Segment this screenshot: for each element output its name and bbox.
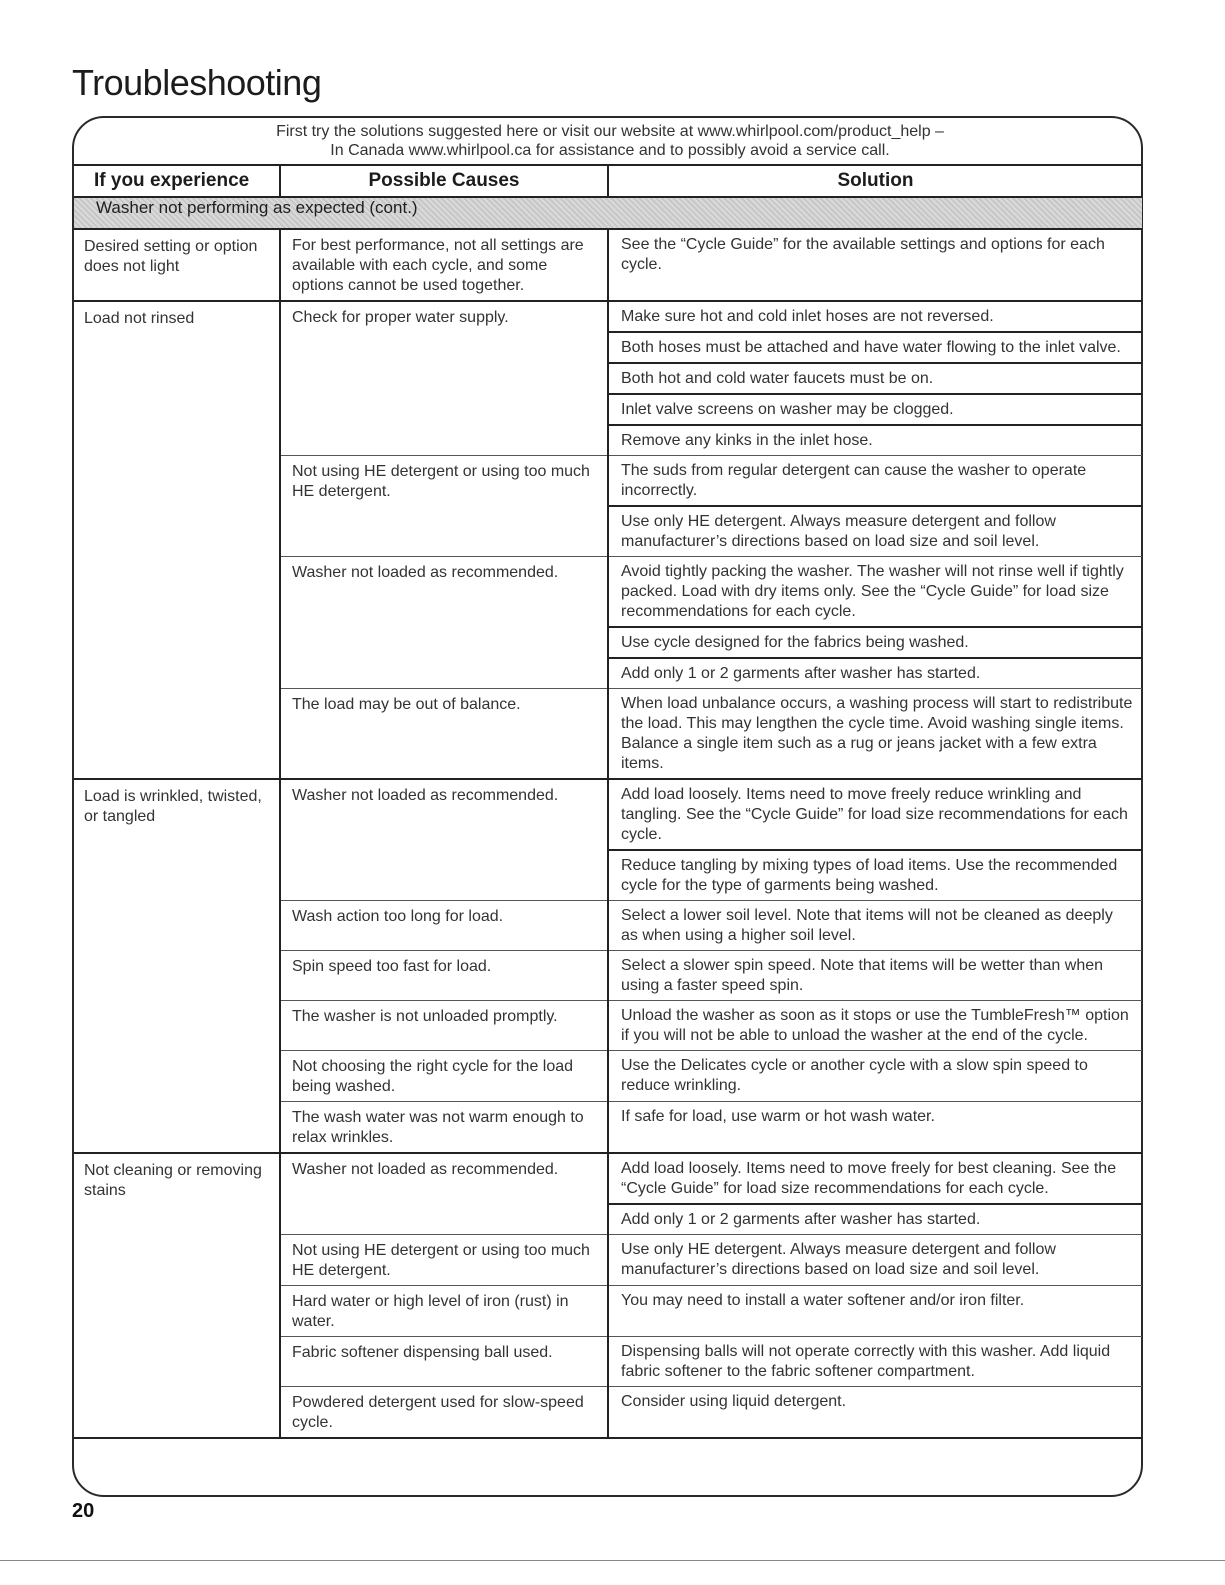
solution-item: Reduce tangling by mixing types of load items. Use the recommended cycle for the type of garments being washed. <box>621 857 1118 894</box>
solution-cell <box>608 951 1142 1001</box>
solution-item: See the “Cycle Guide” for the available settings and options for each cycle. <box>621 236 1105 273</box>
solution-cell <box>608 1387 1142 1439</box>
intro-line-1: First try the solutions suggested here or visit our website at www.whirlpool.com/product_help – <box>276 123 944 140</box>
solution-item: Dispensing balls will not operate correctly with this washer. Add liquid fabric softener to the fabric softener compartment. <box>621 1343 1111 1380</box>
page-title: Troubleshooting <box>72 62 322 103</box>
table-row <box>74 301 1142 456</box>
solution-cell <box>608 1102 1142 1154</box>
solution-cell <box>608 1153 1142 1235</box>
solution-item: Inlet valve screens on washer may be clogged. <box>609 395 1142 426</box>
cause-cell: The wash water was not warm enough to relax wrinkles. <box>280 1102 608 1154</box>
solution-item: Select a lower soil level. Note that items will not be cleaned as deeply as when using a higher soil level. <box>621 907 1113 944</box>
cause-cell: Powdered detergent used for slow-speed cycle. <box>280 1387 608 1439</box>
table-row <box>74 779 1142 901</box>
solution-item: When load unbalance occurs, a washing process will start to redistribute the load. This may lengthen the cycle time. Avoid washing single items. Balance a single item such as a rug or jeans jacket with a few extra items. <box>621 695 1133 772</box>
cause-cell: Hard water or high level of iron (rust) in water. <box>280 1286 608 1337</box>
cause-cell: Not choosing the right cycle for the load being washed. <box>280 1051 608 1102</box>
solution-item: Avoid tightly packing the washer. The washer will not rinse well if tightly packed. Load with dry items only. See the “Cycle Guide” for load size recommendations for each cycle. <box>609 557 1142 628</box>
cause-cell: Wash action too long for load. <box>280 901 608 951</box>
symptom-cell: Desired setting or option does not light <box>74 229 280 301</box>
solution-cell <box>608 779 1142 901</box>
table-body <box>74 197 1142 1438</box>
intro-line-2: In Canada www.whirlpool.ca for assistance and to possibly avoid a service call. <box>330 142 890 159</box>
cause-cell: Fabric softener dispensing ball used. <box>280 1337 608 1387</box>
solution-cell <box>608 689 1142 780</box>
solution-item: Add only 1 or 2 garments after washer has started. <box>621 665 981 682</box>
solution-item: The suds from regular detergent can cause the washer to operate incorrectly. <box>609 456 1142 507</box>
solution-item: Use cycle designed for the fabrics being washed. <box>609 628 1142 659</box>
intro-text <box>150 122 1070 160</box>
solution-item: Use only HE detergent. Always measure detergent and follow manufacturer’s directions based on load size and soil level. <box>621 1241 1056 1278</box>
solution-item: Use only HE detergent. Always measure detergent and follow manufacturer’s directions based on load size and soil level. <box>621 513 1056 550</box>
section-heading: Washer not performing as expected (cont.) <box>74 197 1142 229</box>
cause-cell: The washer is not unloaded promptly. <box>280 1001 608 1051</box>
solution-cell <box>608 901 1142 951</box>
cause-cell: The load may be out of balance. <box>280 689 608 780</box>
table-row <box>74 1153 1142 1235</box>
solution-cell <box>608 456 1142 557</box>
solution-cell <box>608 1286 1142 1337</box>
header-causes: Possible Causes <box>280 165 608 197</box>
solution-item: Unload the washer as soon as it stops or use the TumbleFresh™ option if you will not be able to unload the washer at the end of the cycle. <box>621 1007 1129 1044</box>
solution-cell <box>608 1051 1142 1102</box>
cause-cell: Not using HE detergent or using too much HE detergent. <box>280 1235 608 1286</box>
solution-item: Consider using liquid detergent. <box>621 1393 847 1410</box>
page-number: 20 <box>72 1500 95 1522</box>
header-solution: Solution <box>608 165 1142 197</box>
header-experience: If you experience <box>74 165 280 197</box>
cause-cell: Washer not loaded as recommended. <box>280 1153 608 1235</box>
solution-cell <box>608 301 1142 456</box>
solution-item: Select a slower spin speed. Note that items will be wetter than when using a faster speed spin. <box>621 957 1104 994</box>
solution-item: If safe for load, use warm or hot wash water. <box>621 1108 935 1125</box>
cause-cell: Washer not loaded as recommended. <box>280 779 608 901</box>
solution-cell <box>608 557 1142 689</box>
solution-item: You may need to install a water softener and/or iron filter. <box>621 1292 1025 1309</box>
cause-cell: Not using HE detergent or using too much HE detergent. <box>280 456 608 557</box>
troubleshooting-table <box>74 164 1142 1439</box>
cause-cell: Spin speed too fast for load. <box>280 951 608 1001</box>
solution-item: Add only 1 or 2 garments after washer has started. <box>621 1211 981 1228</box>
cause-cell: For best performance, not all settings are available with each cycle, and some options cannot be used together. <box>280 229 608 301</box>
table-row <box>74 229 1142 301</box>
solution-item: Both hot and cold water faucets must be on. <box>609 364 1142 395</box>
solution-cell <box>608 1235 1142 1286</box>
solution-cell <box>608 1001 1142 1051</box>
cause-cell: Washer not loaded as recommended. <box>280 557 608 689</box>
symptom-cell: Load not rinsed <box>74 301 280 779</box>
solution-item: Both hoses must be attached and have water flowing to the inlet valve. <box>609 333 1142 364</box>
solution-item: Make sure hot and cold inlet hoses are not reversed. <box>609 302 1142 333</box>
solution-cell <box>608 1337 1142 1387</box>
solution-item: Add load loosely. Items need to move freely reduce wrinkling and tangling. See the “Cycle Guide” for load size recommendations for each cycle. <box>609 780 1142 851</box>
symptom-cell: Load is wrinkled, twisted, or tangled <box>74 779 280 1153</box>
solution-cell <box>608 229 1142 301</box>
cause-cell: Check for proper water supply. <box>280 301 608 456</box>
solution-item: Use the Delicates cycle or another cycle with a slow spin speed to reduce wrinkling. <box>621 1057 1088 1094</box>
symptom-cell: Not cleaning or removing stains <box>74 1153 280 1438</box>
solution-item: Remove any kinks in the inlet hose. <box>621 432 873 449</box>
solution-item: Add load loosely. Items need to move freely for best cleaning. See the “Cycle Guide” for load size recommendations for each cycle. <box>609 1154 1142 1205</box>
footer-rule <box>0 1560 1225 1561</box>
